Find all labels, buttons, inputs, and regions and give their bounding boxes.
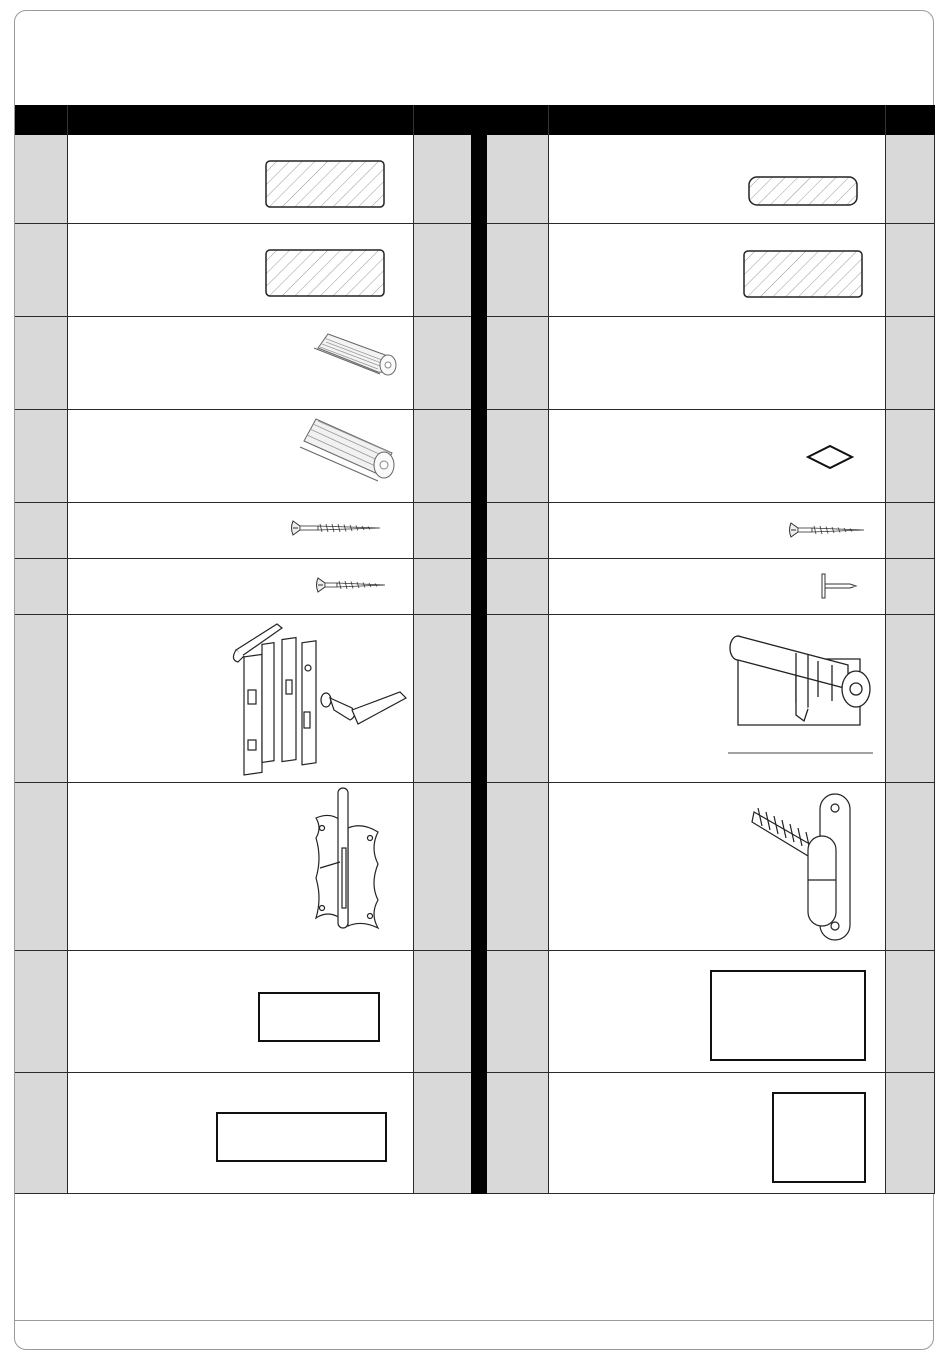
- hatched-plank-icon: [265, 249, 387, 299]
- blank-box: [216, 1112, 387, 1162]
- blank-box: [772, 1092, 866, 1183]
- wood-screw-icon: [290, 518, 390, 538]
- footer-divider: [14, 1320, 934, 1321]
- center-separator: [471, 135, 487, 1194]
- nail-icon: [818, 572, 860, 600]
- euro-cylinder-lock-icon: [728, 625, 878, 757]
- left-qty-column: [414, 135, 471, 1194]
- screw-in-hinge-icon: [750, 792, 865, 942]
- hatched-plank-icon: [743, 250, 865, 300]
- blank-box: [710, 970, 866, 1061]
- left-number-column: [15, 135, 67, 1194]
- rounded-hatched-plank-icon: [748, 176, 860, 208]
- fluted-dowel-large-icon: [298, 413, 398, 485]
- wood-screw-icon: [315, 575, 390, 595]
- fluted-dowel-icon: [310, 330, 395, 380]
- diamond-shape-icon: [806, 444, 854, 470]
- blank-box: [258, 992, 380, 1042]
- right-qty-column: [886, 135, 935, 1194]
- hatched-plank-icon: [265, 160, 387, 210]
- lift-off-hinge-icon: [300, 788, 390, 936]
- door-lock-handle-set-icon: [222, 620, 410, 778]
- right-number-column: [487, 135, 548, 1194]
- wood-screw-icon: [788, 520, 868, 540]
- table-header-bar: [15, 105, 935, 135]
